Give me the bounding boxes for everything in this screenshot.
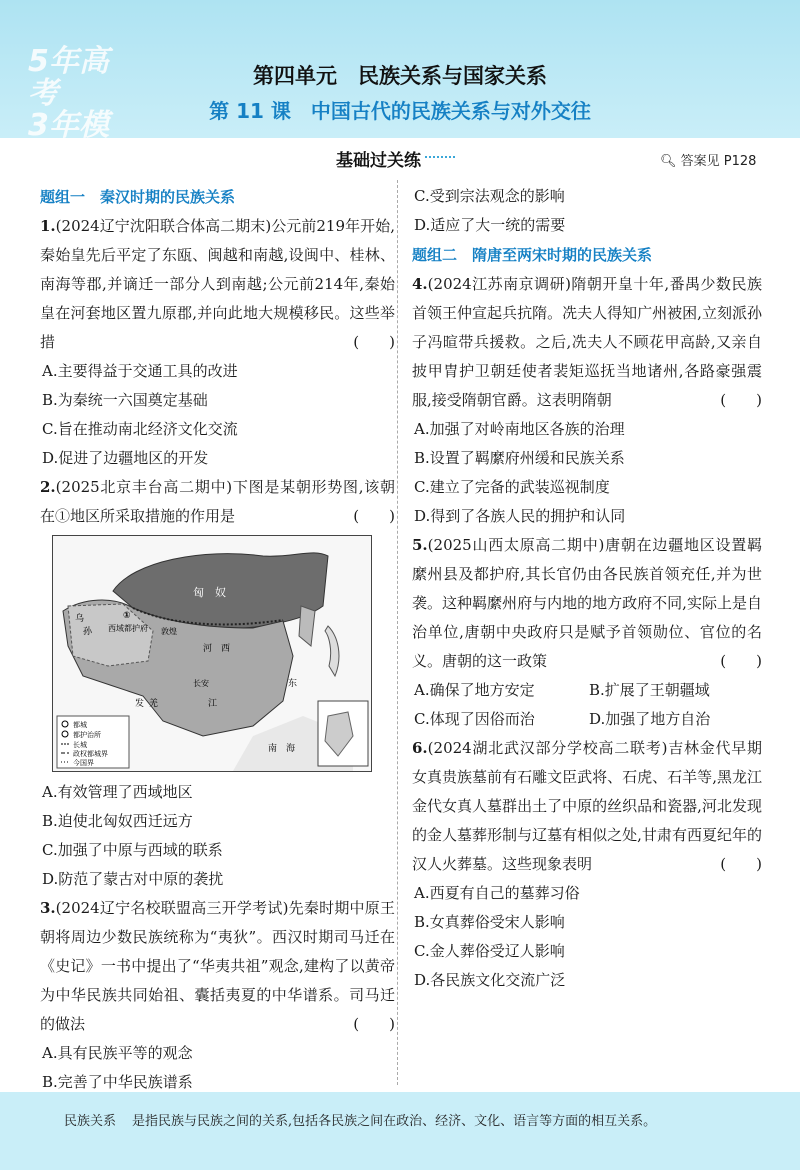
label-wu: 乌: [75, 614, 85, 624]
legend-item-4: 政权都城界: [73, 750, 108, 758]
label-hexi: 河 西: [203, 644, 231, 654]
q1-stem: (2024辽宁沈阳联合体高二期末)公元前219年开始,秦始皇先后平定了东瓯、闽越和南越,设闽中、桂林、南海等郡,并谪迁一部分人到南越;公元前214年,秦始皇在河套地区置九原郡,并向此地大规模移民。这些举措: [40, 217, 395, 351]
legend-item-5: 今国界: [73, 759, 94, 767]
footer-term: 民族关系: [64, 1114, 117, 1129]
historical-map: [52, 535, 372, 772]
q5-option-b: B.扩展了王朝疆域: [589, 681, 710, 699]
q5-option-c: C.体现了因俗而治: [414, 710, 535, 728]
legend-item-3: 长城: [73, 741, 87, 749]
brand-line1: 5年高考: [28, 44, 109, 111]
q4-option-d: D.得到了各族人民的拥护和认同: [414, 507, 626, 525]
q4-number: 4.: [412, 275, 428, 293]
q1-number: 1.: [40, 217, 56, 235]
footer-definition: 是指民族与民族之间的关系,包括各民族之间在政治、经济、文化、语言等方面的相互关系。: [132, 1114, 657, 1129]
q5-options-row-2: [412, 705, 762, 734]
section-banner: [336, 146, 455, 171]
q5-option-d: D.加强了地方自治: [589, 710, 711, 728]
q4-option-a: A.加强了对岭南地区各族的治理: [414, 420, 625, 438]
q6-option-b: B.女真葬俗受宋人影响: [414, 913, 565, 931]
label-xiongnu: 匈 奴: [193, 586, 226, 599]
question-5: [412, 531, 762, 734]
q4-answer-paren: ( ): [720, 391, 762, 409]
q3-option-b: B.完善了中华民族谱系: [42, 1073, 193, 1091]
question-6: [412, 734, 762, 995]
search-icon: 🔍︎: [660, 154, 677, 169]
footer-note: [64, 1110, 656, 1129]
q6-answer-paren: ( ): [720, 855, 762, 873]
q4-option-c: C.建立了完备的武装巡视制度: [414, 478, 610, 496]
q5-stem: (2025山西太原高二期中)唐朝在边疆地区设置羁縻州县及都护府,其长官仍由各民族首领充任,并为世袭。这种羁縻州府与内地的地方政府不同,实际上是自治单位,唐朝中央政府只是赋予首领勋位、官位的名义。唐朝的这一政策: [412, 536, 762, 670]
q5-answer-paren: ( ): [720, 652, 762, 670]
q1-option-d: D.促进了边疆地区的开发: [42, 449, 209, 467]
q2-number: 2.: [40, 478, 56, 496]
q5-option-a: A.确保了地方安定: [414, 681, 535, 699]
question-1: [40, 212, 395, 473]
answer-ref-text: 答案见 P128: [680, 154, 757, 169]
unit-title: 第四单元 民族关系与国家关系: [253, 64, 547, 88]
column-divider: [397, 180, 398, 1085]
lesson-title: 第 11 课 中国古代的民族关系与对外交往: [209, 99, 591, 123]
q4-stem: (2024江苏南京调研)隋朝开皇十年,番禺少数民族首领王仲宣起兵抗隋。冼夫人得知广州被困,立刻派孙子冯暄带兵援救。之后,冼夫人不顾花甲高龄,又亲自披甲胄护卫朝廷使者裴矩巡抚当地诸州,各路豪强震服,接受隋朝官爵。这表明隋朝: [412, 275, 762, 409]
q3-stem: (2024辽宁名校联盟高三开学考试)先秦时期中原王朝将周边少数民族统称为“夷狄”。西汉时期司马迁在《史记》一书中提出了“华夷共祖”观念,建构了以黄帝为中华民族共同始祖、囊括夷夏的中华谱系。司马迁的做法: [40, 899, 395, 1033]
q6-option-c: C.金人葬俗受辽人影响: [414, 942, 565, 960]
q2-option-c: C.加强了中原与西域的联系: [42, 841, 223, 859]
group2-title: 题组二 隋唐至两宋时期的民族关系: [412, 246, 653, 264]
q2-option-d: D.防范了蒙古对中原的袭扰: [42, 870, 224, 888]
question-2: [40, 473, 395, 894]
label-qiang: 羌: [149, 699, 159, 709]
q1-option-a: A.主要得益于交通工具的改进: [42, 362, 238, 380]
q5-options-row-1: [412, 676, 762, 705]
q6-option-d: D.各民族文化交流广泛: [414, 971, 566, 989]
q4-option-b: B.设置了羁縻府州缓和民族关系: [414, 449, 625, 467]
group1-title: 题组一 秦汉时期的民族关系: [40, 188, 236, 206]
legend-item-1: 都城: [73, 721, 87, 729]
answer-reference: [660, 150, 756, 169]
label-nanhai: 南 海: [268, 744, 296, 754]
map-graphic: [53, 536, 371, 771]
legend-item-2: 都护治所: [73, 731, 101, 739]
q6-number: 6.: [412, 739, 428, 757]
right-column: [412, 182, 762, 995]
brand-line2: 3年模拟: [28, 108, 109, 175]
q2-stem: (2025北京丰台高二期中)下图是某朝形势图,该朝在①地区所采取措施的作用是: [40, 478, 395, 525]
q1-option-c: C.旨在推动南北经济文化交流: [42, 420, 238, 438]
q2-option-a: A.有效管理了西域地区: [42, 783, 193, 801]
left-column: [40, 182, 395, 1097]
label-marker-1: ①: [123, 611, 131, 621]
q3-option-a: A.具有民族平等的观念: [42, 1044, 193, 1062]
q2-option-b: B.迫使北匈奴西迁远方: [42, 812, 193, 830]
q5-number: 5.: [412, 536, 428, 554]
q3-number: 3.: [40, 899, 56, 917]
label-fa: 发: [135, 699, 145, 709]
label-xiyu: 西域都护府: [108, 624, 148, 633]
q6-stem: (2024湖北武汉部分学校高二联考)吉林金代早期女真贵族墓前有石雕文臣武将、石虎、石羊等,黑龙江金代女真人墓群出土了中原的丝织品和瓷器,河北发现的金人墓葬形制与辽墓有相似之处,甘肃有西夏纪年的汉人火葬墓。这些现象表明: [412, 739, 762, 873]
section-banner-text: 基础过关练: [336, 151, 421, 171]
q6-option-a: A.西夏有自己的墓葬习俗: [414, 884, 580, 902]
label-dong: 东: [288, 679, 298, 689]
q3-option-c: C.受到宗法观念的影响: [414, 187, 565, 205]
question-4: [412, 270, 762, 531]
q3-answer-paren: ( ): [353, 1015, 395, 1033]
q3-option-d: D.适应了大一统的需要: [414, 216, 566, 234]
label-sun: 孙: [83, 627, 93, 637]
q2-answer-paren: ( ): [353, 507, 395, 525]
q1-answer-paren: ( ): [353, 333, 395, 351]
banner-dots: [425, 156, 455, 166]
page-footer: [0, 1092, 800, 1170]
label-changan: 长安: [193, 679, 209, 688]
label-jiang: 江: [208, 699, 218, 709]
q1-option-b: B.为秦统一六国奠定基础: [42, 391, 208, 409]
label-dunhuang: 敦煌: [161, 627, 177, 636]
question-3: [40, 894, 395, 1097]
